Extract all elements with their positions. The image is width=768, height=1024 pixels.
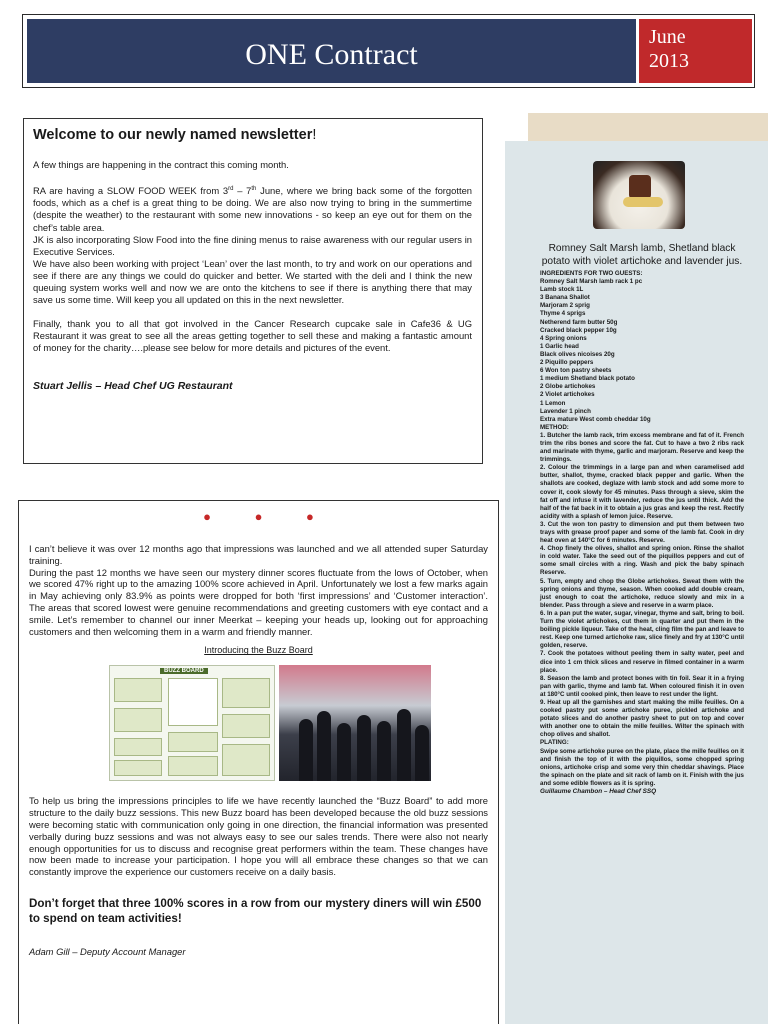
welcome-article	[23, 118, 483, 464]
method-step: 1. Butcher the lamb rack, trim excess membrane and fat of it. French trim the ribs bones and score the fat. Cut to have a two 2 ribs rack and marinate with thyme, garlic and marjoram. Reserve and keep the trimmings.	[540, 431, 744, 464]
ingredient-item: Black olives nicoises 20g	[540, 350, 615, 358]
welcome-signature: Stuart Jellis – Head Chef UG Restaurant	[33, 380, 233, 393]
issue-month: June	[649, 26, 686, 48]
ingredient-item: 4 Spring onions	[540, 334, 587, 342]
method-step: 4. Chop finely the olives, shallot and spring onion. Rinse the shallot in cold water. Take the seed out of the piquillos peppers and cut of some small circles with a ring. Wash and pick the baby spinach Reserve.	[540, 545, 744, 577]
method-step: 8. Season the lamb and protect bones with tin foil. Sear it in a frying pan with garlic, thyme and lamb fat. When coloured finish it in oven at 180°C until cooked pink, then leave to rest under the light.	[540, 674, 744, 698]
method-step: 6. In a pan put the water, sugar, vinegar, thyme and salt, bring to boil. Turn the violet artichokes, cut them in quarter and put them in the boiling pickle liqueur. Take of the heat, cling film the pan and leave to rest. Keep one turned artichoke raw, slice finely and fry at 130°C until golden, reserve.	[540, 609, 744, 650]
welcome-paragraph-cupcake: Finally, thank you to all that got involved in the Cancer Research cupcake sale in Cafe36 & UG Restaurant it was great to see all the areas getting together to sell these and making a fantastic amount of money for the charity….please see below for more details and pictures of the event.	[33, 318, 472, 354]
ingredient-item: 6 Won ton pastry sheets	[540, 367, 612, 375]
ingredients-heading: INGREDIENTS FOR TWO GUESTS:	[540, 270, 643, 277]
impressions-signature: Adam Gill – Deputy Account Manager	[29, 945, 186, 957]
impressions-article	[18, 500, 499, 1024]
masthead	[22, 14, 755, 88]
method-heading: METHOD:	[540, 423, 569, 431]
ingredient-item: Romney Salt Marsh lamb rack 1 pc	[540, 278, 643, 286]
ingredient-item: Lamb stock 1L	[540, 286, 584, 294]
buzz-board-photos	[29, 665, 488, 783]
plating-heading: PLATING:	[540, 739, 569, 747]
buzz-board-image	[109, 665, 275, 781]
ingredient-item: Netherend farm butter 50g	[540, 318, 618, 326]
recipe-signature: Guillaume Chambon – Head Chef SSQ	[540, 788, 657, 795]
ingredient-item: Cracked black pepper 10g	[540, 326, 617, 334]
ingredient-item: Lavender 1 pinch	[540, 407, 591, 415]
dish-photo	[593, 161, 685, 229]
recipe-title: Romney Salt Marsh lamb, Shetland black potato with violet artichoke and lavender jus.	[541, 243, 743, 267]
welcome-paragraph-jk: JK is also incorporating Slow Food into the fine dining menus to raise awareness with our regular users in Executive Services.	[33, 233, 472, 257]
impressions-paragraph-scores: During the past 12 months we have seen our mystery dinner scores fluctuate from the lows of October, when we scored 47% right up to the amazing 100% score achieved in April. Unfortunately we lost a few marks again in May achieving only 83.9% as points were dropped for both ‘first impressions’ and ‘Customer interaction’. The areas that scored lowest were genuine recommendations and greeting customers with eye contact and a smile. Let’s remember to channel our inner Meerkat – keeping your heads up, looking out for approaching customers and then welcoming them in a warm and friendly manner.	[29, 566, 488, 637]
method-list	[540, 432, 744, 740]
issue-date	[639, 19, 752, 83]
ingredient-item: Marjoram 2 sprig	[540, 302, 590, 310]
method-step: 2. Colour the trimmings in a large pan and when caramelised add butter, shallot, thyme, cracked black pepper and garlic. When the shallots are cooked, deglaze with lamb stock and add some more to cover it, cook slowly for 45 minutes. Pass through a sieve, skim the fat off and infuse it with lavender, reduce the jus until thick. Add the half of the fat back in it to obtain a jus gras and keep the rest. Rectify acidity with a splash of lemon juice. Reserve.	[540, 464, 744, 520]
welcome-paragraph-slow-food: RA are having a SLOW FOOD WEEK from 3rd – 7th June, where we bring back some of the forgotten foods, which as a chef is a great thing to be doing. We are also now trying to bring in the summertime (despite the weather) to the restaurant with some new innovations - so keep an eye out for them on the chef’s table area.	[33, 185, 472, 233]
team-photo	[279, 665, 431, 781]
ingredient-item: 2 Piquillo peppers	[540, 359, 594, 367]
method-step: 9. Heat up all the garnishes and start making the mille feuilles. On a cooked pastry put some artichoke puree, pickled artichoke and potato slices and do another pastry sheet to put on top and cover with another one to obtain the mille feuilles. Wilter the spinach with chop olives and shallot.	[540, 698, 744, 739]
welcome-heading: Welcome to our newly named newsletter!	[33, 127, 317, 143]
impressions-paragraph-intro: I can’t believe it was over 12 months ago that impressions was launched and we all attended super Saturday training.	[29, 543, 488, 566]
welcome-paragraph-lean: We have also been working with project ‘Lean’ over the last month, to try and work on our operations and see if there are any things we could do quicker and better. We started with the deli and I think the new queuing system works well and now we are onto the kitchens to see if there is anything there that may save us some time. Will keep you all updated on this in the next newsletter.	[33, 257, 472, 306]
method-step: 7. Cook the potatoes without peeling them in salty water, peel and dice into 1 cm thick slices and reserve in filmed container in a warm place.	[540, 650, 744, 674]
method-step: 3. Cut the won ton pastry to dimension and put them between two trays with grease proof paper and some of the lamb fat. Cook in dry heat oven at 140°C for 6 minutes. Reserve.	[540, 520, 744, 545]
ingredient-item: 1 medium Shetland black potato	[540, 375, 635, 383]
ingredient-item: Thyme 4 sprigs	[540, 310, 586, 318]
ingredient-item: 1 Lemon	[540, 399, 566, 407]
issue-year: 2013	[649, 50, 689, 72]
ingredient-item: 3 Banana Shallot	[540, 294, 590, 302]
plating-text: Swipe some artichoke puree on the plate, place the mille feuilles on it and finish the top of it with the piquillos, some chopped spring onions, artichoke crisp and some very thin cheddar shavings. Place the spinach on the plate and sit rack of lamb on it. Finish with the jus and some edible flowers as it is spring.	[540, 747, 744, 787]
ingredient-item: 2 Globe artichokes	[540, 383, 596, 391]
newsletter-title: ONE Contract	[245, 38, 418, 71]
recipe-panel	[505, 141, 768, 1024]
impressions-paragraph-buzz-board: To help us bring the impressions principles to life we have recently launched the “Buzz Board” to add more structure to the daily buzz sessions. This new Buzz board has been developed because the old buzz sessions were becoming static with communication only going in one direction, the financial information was presented verbally during buzz sessions and was not always easy to see our sales trends. There were also not nearly enough opportunities for us to discuss and recognise great performers within the team. These changes have now been made to increase your participation. I hope you will all embrace these changes so that we can constantly improve the experience our customers receive on a daily basis.	[29, 795, 488, 878]
ingredient-item: 1 Garlic head	[540, 342, 579, 350]
title-bar	[27, 19, 636, 83]
ingredient-item: 2 Violet artichokes	[540, 391, 595, 399]
buzz-board-label: BUZZ BOARD	[160, 668, 208, 674]
welcome-intro: A few things are happening in the contract this coming month.	[33, 159, 289, 170]
mystery-diner-reminder: Don’t forget that three 100% scores in a row from our mystery diners will win £500 to spend on team activities!	[29, 896, 482, 925]
ingredient-item: Extra mature West comb cheddar 10g	[540, 415, 651, 423]
ingredients-list	[540, 278, 744, 424]
buzz-board-subheading: Introducing the Buzz Board	[204, 645, 313, 656]
method-step: 5. Turn, empty and chop the Globe artichokes. Sweat them with the spring onions and thyme, season. When cooked add double cream, just enough to coat the artichoke, reduce slowly and mix in a blender. Pass through a sieve and reserve in a warm place.	[540, 577, 744, 609]
section-divider-dots: ● ● ●	[203, 509, 334, 524]
